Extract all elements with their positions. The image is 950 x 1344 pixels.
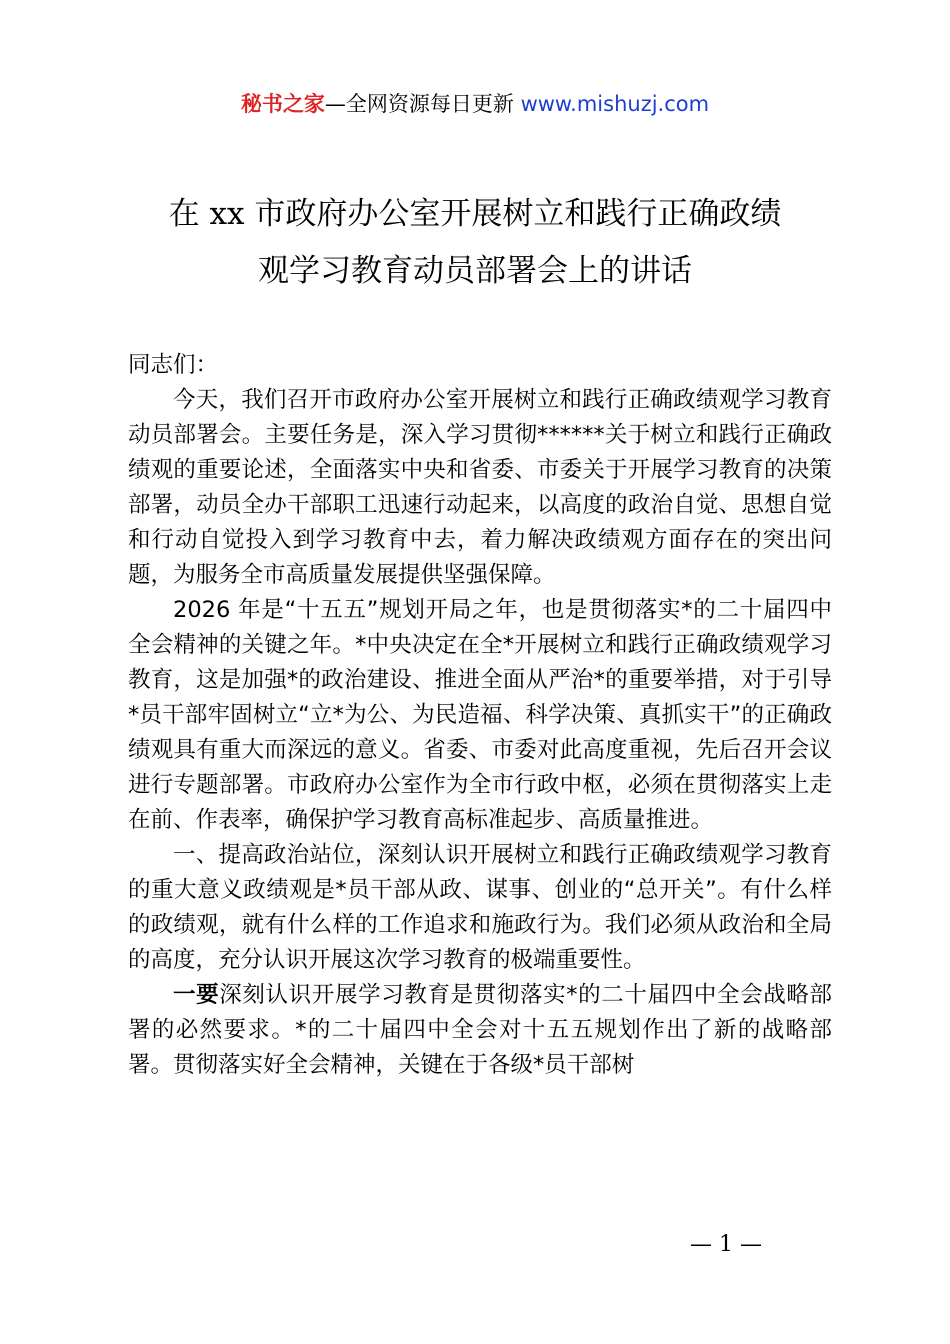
- page-number: — 1 —: [690, 1232, 762, 1257]
- paragraph: [128, 978, 832, 1083]
- paragraph: 2026 年是“十五五”规划开局之年，也是贯彻落实*的二十届四中全会精神的关键之年。*中央决定在全*开展树立和践行正确政绩观学习教育，这是加强*的政治建设、推进全面从严治*的重要举措，对于引导*员干部牢固树立“立*为公、为民造福、科学决策、真抓实干”的正确政绩观具有重大而深远的意义。省委、市委对此高度重视，先后召开会议进行专题部署。市政府办公室作为全市行政中枢，必须在贯彻落实上走在前、作表率，确保护学习教育高标准起步、高质量推进。: [128, 597, 832, 833]
- title-line-1: 在 xx 市政府办公室开展树立和践行正确政绩: [168, 196, 782, 232]
- section-heading-paragraph: 一、提高政治站位，深刻认识开展树立和践行正确政绩观学习教育的重大意义政绩观是*员干部从政、谋事、创业的“总开关”。有什么样的政绩观，就有什么样的工作追求和施政行为。我们必须从政治和全局的高度，充分认识开展这次学习教育的极端重要性。: [128, 842, 832, 973]
- site-url-link[interactable]: www.mishuzj.com: [520, 92, 710, 116]
- site-brand: 秘书之家: [240, 92, 325, 116]
- salutation: 同志们：: [128, 352, 219, 378]
- emphasis-lead: 一要: [173, 982, 220, 1008]
- speech-body: [128, 348, 832, 1083]
- paragraph: 今天，我们召开市政府办公室开展树立和践行正确政绩观学习教育动员部署会。主要任务是，深入学习贯彻******关于树立和践行正确政绩观的重要论述，全面落实中央和省委、市委关于开展学习教育的决策部署，动员全办干部职工迅速行动起来，以高度的政治自觉、思想自觉和行动自觉投入到学习教育中去，着力解决政绩观方面存在的突出问题，为服务全市高质量发展提供坚强保障。: [128, 387, 832, 588]
- document-title: [120, 186, 830, 300]
- paragraph-text: 深刻认识开展学习教育是贯彻落实*的二十届四中全会战略部署的必然要求。*的二十届四中全会对十五五规划作出了新的战略部署。贯彻落实好全会精神，关键在于各级*员干部树: [128, 982, 832, 1078]
- title-line-2: 观学习教育动员部署会上的讲话: [258, 253, 692, 289]
- site-tagline: —全网资源每日更新: [324, 92, 521, 116]
- site-header: [0, 88, 950, 120]
